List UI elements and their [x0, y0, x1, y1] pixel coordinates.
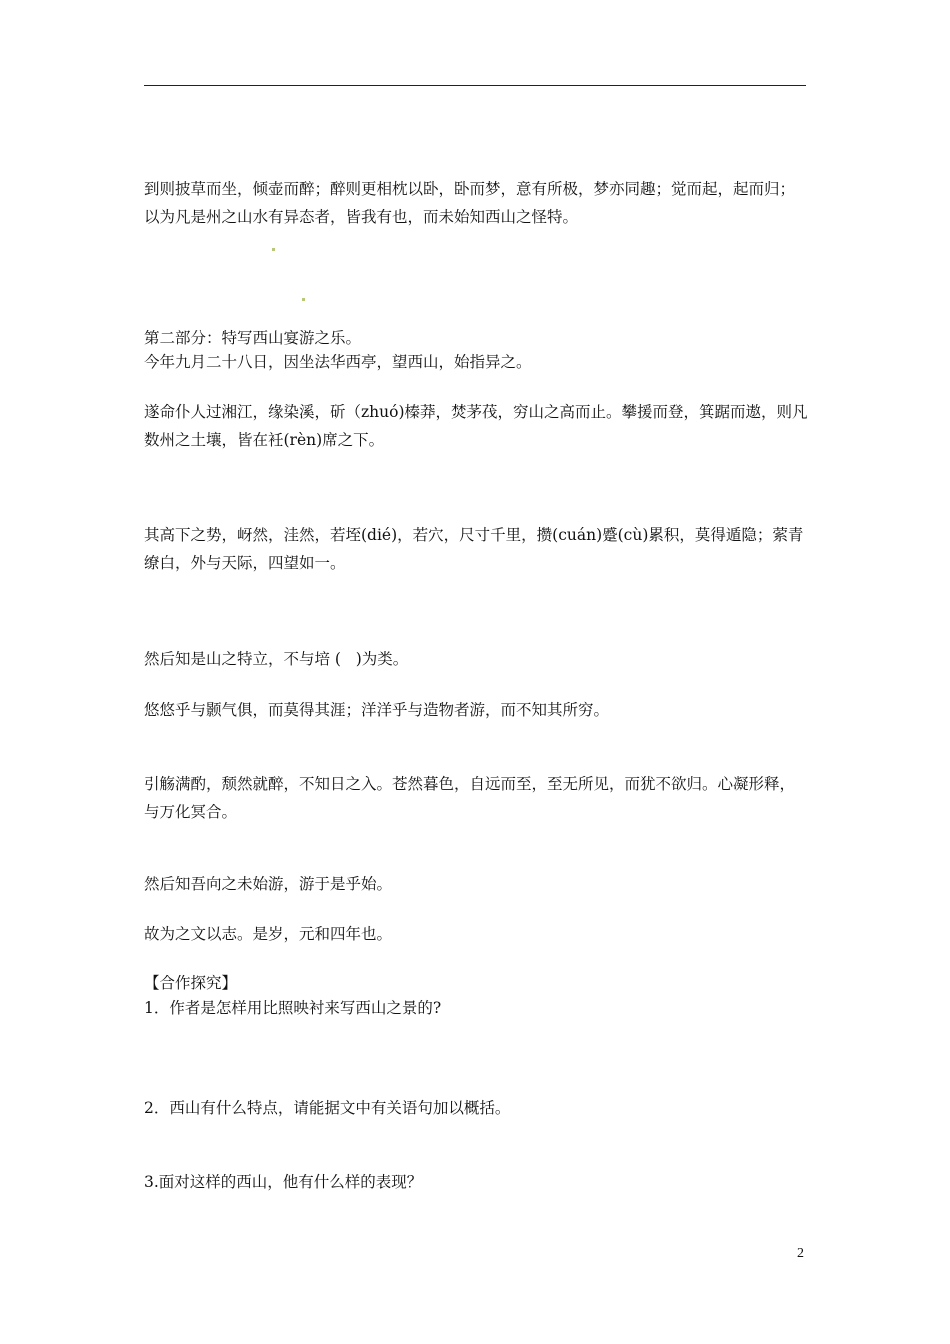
paragraph-terrain: 其高下之势，岈然，洼然，若垤(dié)，若穴，尺寸千里，攒(cuán)蹙(cù)累积，莫得遁隐；萦青缭白，外与天际，四望如一。 [144, 526, 804, 572]
question-1: 1．作者是怎样用比照映衬来写西山之景的? [144, 999, 442, 1017]
paragraph-climb: 遂命仆人过湘江，缘染溪，斫（zhuó)榛莽，焚茅茷，穷山之高而止。攀援而登，箕踞而遨，则凡数州之土壤，皆在衽(rèn)席之下。 [144, 403, 808, 449]
decorative-dot [272, 248, 275, 251]
paragraph-date: 今年九月二十八日，因坐法华西亭，望西山，始指异之。 [144, 353, 532, 371]
paragraph-unique-mountain: 然后知是山之特立，不与培 ( )为类。 [144, 650, 409, 668]
question-2: 2．西山有什么特点，请能据文中有关语句加以概括。 [144, 1099, 511, 1117]
header-rule [144, 85, 806, 86]
page-number: 2 [797, 1246, 804, 1261]
decorative-dot [302, 298, 305, 301]
section-heading-part-two: 第二部分：特写西山宴游之乐。 [144, 329, 362, 347]
question-3: 3.面对这样的西山，他有什么样的表现？ [144, 1173, 423, 1191]
paragraph-record: 故为之文以志。是岁，元和四年也。 [144, 925, 393, 943]
paragraph-drunk-sleep: 到则披草而坐，倾壶而醉；醉则更相枕以卧，卧而梦，意有所极，梦亦同趣；觉而起，起而归；以为凡是州之山水有异态者，皆我有也，而未始知西山之怪特。 [144, 180, 796, 226]
paragraph-drink: 引觞满酌，颓然就醉，不知日之入。苍然暮色，自远而至，至无所见，而犹不欲归。心凝形释，与万化冥合。 [144, 775, 796, 821]
paragraph-journey-begins: 然后知吾向之未始游，游于是乎始。 [144, 875, 393, 893]
section-heading-cooperation: 【合作探究】 [144, 974, 238, 992]
paragraph-vast-air: 悠悠乎与颢气俱，而莫得其涯；洋洋乎与造物者游，而不知其所穷。 [144, 701, 610, 719]
